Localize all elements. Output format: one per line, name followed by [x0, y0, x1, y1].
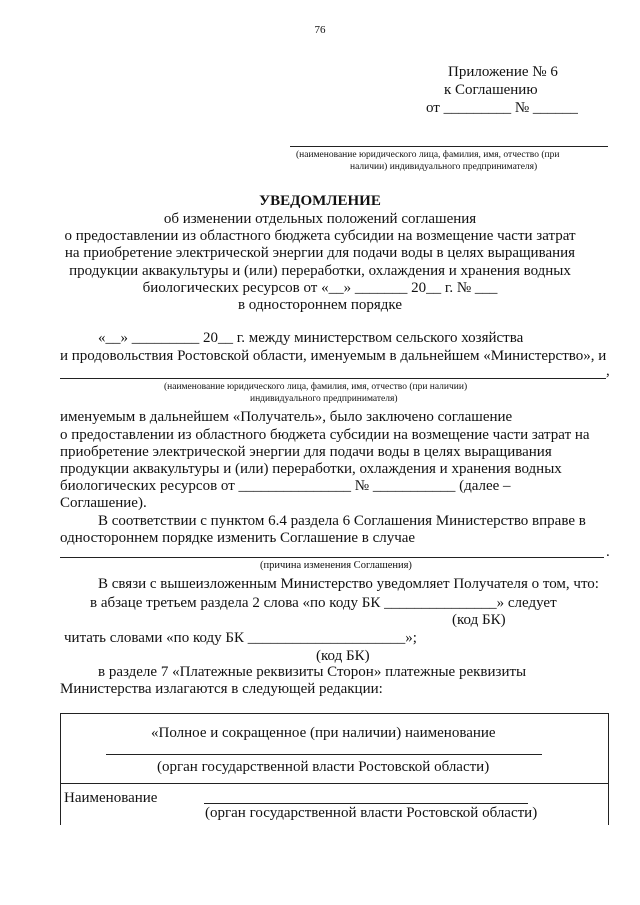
- title-line-2: о предоставлении из областного бюджета субсидии на возмещение части затрат: [64, 228, 576, 244]
- recipient-caption-1: (наименование юридического лица, фамилия, имя, отчество (при: [296, 150, 560, 160]
- title-line-4: продукции аквакультуры и (или) переработки, охлаждения и хранения водных: [69, 263, 571, 279]
- p6-caption: (код БК): [316, 648, 370, 664]
- p7-line-1: в разделе 7 «Платежные реквизиты Сторон» платежные реквизиты: [98, 664, 527, 680]
- p1-line-1: «__» _________ 20__ г. между министерством сельского хозяйства: [98, 330, 524, 346]
- title-line-3: на приобретение электрической энергии для подачи воды в целях выращивания: [64, 245, 576, 261]
- title-line-5: биологических ресурсов от «__» _______ 20__ г. № ___: [142, 280, 498, 296]
- reason-line: [60, 557, 604, 558]
- table-row2-caption: (орган государственной власти Ростовской области): [205, 805, 538, 821]
- mid-caption-1: (наименование юридического лица, фамилия, имя, отчество (при наличии): [164, 382, 468, 392]
- recipient-line-mid: [60, 378, 606, 379]
- table-row2-label: Наименование: [64, 790, 158, 806]
- p5-line: в абзаце третьем раздела 2 слова «по коду БК _______________» следует: [90, 595, 557, 611]
- p2-last-line: Соглашение).: [60, 495, 147, 511]
- p3-line-2: одностороннем порядке изменить Соглашение в случае: [60, 530, 416, 546]
- p6-line: читать словами «по коду БК _____________________»;: [64, 630, 417, 646]
- p3-dot: .: [606, 544, 610, 560]
- table-row1-text: «Полное и сокращенное (при наличии) наименование: [151, 725, 496, 741]
- p4-line: В связи с вышеизложенным Министерство уведомляет Получателя о том, что:: [98, 576, 599, 592]
- p2-line-4: продукции аквакультуры и (или) переработки, охлаждения и хранения водных: [60, 461, 562, 477]
- p5-caption: (код БК): [452, 612, 506, 628]
- reason-caption: (причина изменения Соглашения): [260, 560, 412, 571]
- title-line-1: об изменении отдельных положений соглашения: [163, 211, 477, 227]
- appendix-title: Приложение № 6: [448, 64, 558, 80]
- mid-caption-2: индивидуального предпринимателя): [250, 394, 398, 404]
- p2-line-1: именуемым в дальнейшем «Получатель», было заключено соглашение: [60, 409, 513, 425]
- p2-line-2: о предоставлении из областного бюджета субсидии на возмещение части затрат на: [60, 427, 590, 443]
- appendix-date-number: от _________ № ______: [426, 100, 578, 116]
- recipient-caption-2: наличии) индивидуального предпринимателя): [350, 162, 538, 172]
- table-right-border: [608, 713, 609, 825]
- table-row-divider: [60, 783, 609, 784]
- table-row1-line: [106, 754, 542, 755]
- title-line-6: в одностороннем порядке: [237, 297, 403, 313]
- recipient-name-line: [290, 146, 608, 147]
- table-row1-caption: (орган государственной власти Ростовской области): [157, 759, 490, 775]
- p1-line-2: и продовольствия Ростовской области, именуемым в дальнейшем «Министерство», и: [60, 348, 607, 364]
- p2-line-5: биологических ресурсов от _______________ № ___________ (далее –: [60, 478, 511, 494]
- table-top-border: [60, 713, 609, 714]
- p1-comma: ,: [606, 363, 610, 379]
- table-left-border: [60, 713, 61, 825]
- document-heading: УВЕДОМЛЕНИЕ: [259, 193, 381, 209]
- p2-line-3: приобретение электрической энергии для подачи воды в целях выращивания: [60, 444, 552, 460]
- page-number: 76: [314, 24, 326, 36]
- p3-line-1: В соответствии с пунктом 6.4 раздела 6 Соглашения Министерство вправе в: [98, 513, 586, 529]
- p7-line-2: Министерства излагаются в следующей редакции:: [60, 681, 383, 697]
- appendix-agreement: к Соглашению: [444, 82, 538, 98]
